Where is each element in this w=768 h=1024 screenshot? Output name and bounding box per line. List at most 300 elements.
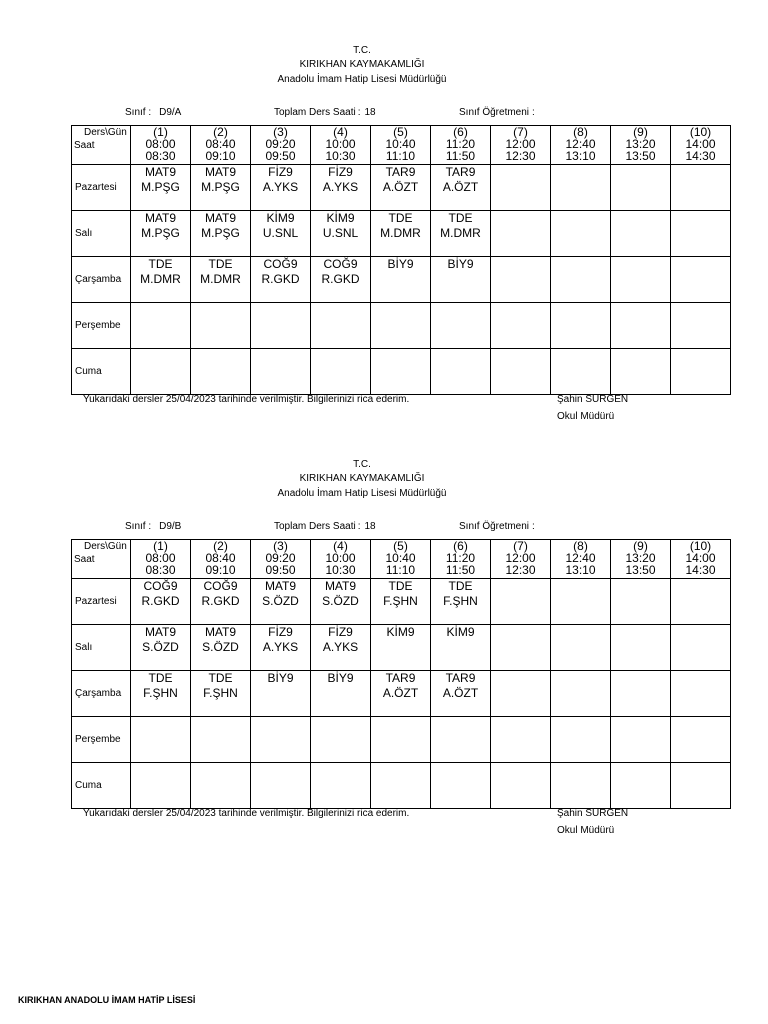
period-number: (10): [689, 539, 712, 553]
period-number: (2): [213, 125, 228, 139]
lesson-cell: [131, 671, 191, 717]
class-info: [125, 521, 181, 532]
lesson-cell: [371, 257, 431, 303]
corner-saat: Saat: [74, 140, 95, 151]
lesson-teacher: F.ŞHN: [383, 594, 418, 608]
period-number: (6): [453, 125, 468, 139]
period-header-8: [551, 126, 611, 165]
lesson-teacher: A.ÖZT: [442, 180, 479, 194]
day-row: [72, 625, 731, 671]
lesson-cell: [611, 579, 671, 625]
lesson-cell: [311, 625, 371, 671]
lesson-teacher: M.PŞG: [201, 180, 240, 194]
lesson-teacher: A.YKS: [322, 640, 359, 654]
period-start-time: 08:40: [205, 137, 236, 151]
lesson-cell: [251, 579, 311, 625]
lesson-cell: [251, 717, 311, 763]
period-number: (7): [513, 539, 528, 553]
lesson-subject: KİM9: [386, 625, 415, 639]
lesson-cell: [371, 717, 431, 763]
lesson-subject: MAT9: [144, 625, 177, 639]
lesson-cell: [131, 303, 191, 349]
period-header-9: [611, 126, 671, 165]
lesson-cell: [371, 579, 431, 625]
period-end-time: 13:50: [625, 149, 656, 163]
lesson-cell: [131, 717, 191, 763]
lesson-subject: COĞ9: [323, 257, 358, 271]
lesson-cell: [551, 763, 611, 809]
class-label: Sınıf :: [125, 521, 152, 532]
day-name: Pazartesi: [72, 579, 131, 625]
lesson-cell: [311, 579, 371, 625]
period-header-6: [431, 126, 491, 165]
lesson-subject: KİM9: [326, 211, 355, 225]
day-row: [72, 211, 731, 257]
period-header-1: [131, 126, 191, 165]
lesson-cell: [491, 763, 551, 809]
lesson-subject: TAR9: [445, 671, 476, 685]
lesson-cell: [371, 349, 431, 395]
lesson-cell: [191, 717, 251, 763]
lesson-teacher: A.ÖZT: [382, 686, 419, 700]
lesson-subject: COĞ9: [263, 257, 298, 271]
lesson-subject: FİZ9: [328, 625, 353, 639]
day-row: [72, 763, 731, 809]
lesson-cell: [671, 211, 731, 257]
day-name: Perşembe: [72, 717, 131, 763]
lesson-subject: TAR9: [385, 165, 416, 179]
class-teacher-label: Sınıf Öğretmeni: [459, 521, 530, 532]
period-header-5: [371, 126, 431, 165]
lesson-subject: COĞ9: [203, 579, 238, 593]
lesson-cell: [551, 211, 611, 257]
header-tc: T.C.: [353, 45, 371, 56]
lesson-cell: [371, 625, 431, 671]
lesson-cell: [191, 303, 251, 349]
lesson-cell: [251, 349, 311, 395]
signature-block: [557, 807, 628, 838]
period-number: (4): [333, 125, 348, 139]
lesson-cell: [371, 211, 431, 257]
lesson-subject: TDE: [388, 211, 413, 225]
total-hours-separator: :: [357, 107, 361, 118]
period-start-time: 14:00: [685, 137, 716, 151]
lesson-cell: [191, 257, 251, 303]
lesson-cell: [131, 763, 191, 809]
lesson-teacher: A.ÖZT: [442, 686, 479, 700]
lesson-cell: [371, 763, 431, 809]
lesson-cell: [551, 349, 611, 395]
lesson-subject: TDE: [208, 671, 233, 685]
lesson-cell: [431, 257, 491, 303]
period-start-time: 13:20: [625, 551, 656, 565]
lesson-subject: FİZ9: [268, 165, 293, 179]
period-header-2: [191, 126, 251, 165]
period-start-time: 12:00: [505, 551, 536, 565]
lesson-subject: TAR9: [385, 671, 416, 685]
lesson-subject: MAT9: [264, 579, 297, 593]
lesson-cell: [551, 257, 611, 303]
header-school: Anadolu İmam Hatip Lisesi Müdürlüğü: [277, 488, 447, 499]
lesson-cell: [191, 165, 251, 211]
lesson-cell: [671, 625, 731, 671]
lesson-cell: [251, 165, 311, 211]
class-teacher-separator: :: [532, 521, 535, 532]
lesson-cell: [191, 763, 251, 809]
period-start-time: 13:20: [625, 137, 656, 151]
lesson-cell: [491, 165, 551, 211]
lesson-cell: [431, 717, 491, 763]
lesson-cell: [371, 671, 431, 717]
class-teacher-label: Sınıf Öğretmeni: [459, 107, 530, 118]
period-start-time: 12:00: [505, 137, 536, 151]
lesson-cell: [431, 211, 491, 257]
period-header-2: [191, 540, 251, 579]
total-hours-label: Toplam Ders Saati: [274, 521, 356, 532]
lesson-cell: [251, 257, 311, 303]
period-end-time: 09:50: [265, 149, 296, 163]
period-start-time: 08:00: [145, 137, 176, 151]
lesson-cell: [431, 671, 491, 717]
lesson-cell: [491, 717, 551, 763]
period-number: (2): [213, 539, 228, 553]
day-row: [72, 671, 731, 717]
lesson-subject: TDE: [148, 671, 173, 685]
lesson-cell: [551, 579, 611, 625]
period-header-8: [551, 540, 611, 579]
class-info: [125, 107, 181, 118]
lesson-teacher: R.GKD: [141, 594, 180, 608]
lesson-cell: [251, 625, 311, 671]
lesson-cell: [551, 625, 611, 671]
period-end-time: 12:30: [505, 563, 536, 577]
lesson-subject: FİZ9: [328, 165, 353, 179]
period-header-7: [491, 540, 551, 579]
day-name: Salı: [72, 625, 131, 671]
lesson-cell: [191, 211, 251, 257]
total-hours-separator: :: [357, 521, 361, 532]
day-row: [72, 349, 731, 395]
lesson-subject: TDE: [388, 579, 413, 593]
lesson-subject: TDE: [448, 211, 473, 225]
lesson-subject: BİY9: [447, 257, 474, 271]
signature-block: [557, 393, 628, 424]
lesson-cell: [671, 349, 731, 395]
period-end-time: 08:30: [145, 149, 176, 163]
lesson-cell: [131, 165, 191, 211]
period-end-time: 11:50: [445, 563, 476, 577]
period-header-6: [431, 540, 491, 579]
lesson-cell: [491, 211, 551, 257]
lesson-cell: [551, 165, 611, 211]
period-start-time: 09:20: [265, 551, 296, 565]
period-start-time: 09:20: [265, 137, 296, 151]
corner-saat: Saat: [74, 554, 95, 565]
total-hours-info: [274, 107, 376, 118]
lesson-subject: MAT9: [144, 165, 177, 179]
signer-title: Okul Müdürü: [557, 411, 615, 422]
lesson-cell: [131, 349, 191, 395]
lesson-teacher: S.ÖZD: [262, 594, 299, 608]
lesson-subject: MAT9: [144, 211, 177, 225]
period-number: (1): [153, 125, 168, 139]
lesson-teacher: M.PŞG: [141, 180, 180, 194]
period-start-time: 10:40: [385, 137, 416, 151]
lesson-cell: [611, 211, 671, 257]
period-number: (3): [273, 539, 288, 553]
lesson-teacher: S.ÖZD: [202, 640, 239, 654]
lesson-subject: BİY9: [387, 257, 414, 271]
period-end-time: 14:30: [685, 563, 716, 577]
period-end-time: 11:10: [385, 563, 416, 577]
class-teacher-info: [459, 107, 541, 118]
period-start-time: 08:40: [205, 551, 236, 565]
lesson-cell: [491, 625, 551, 671]
period-number: (7): [513, 125, 528, 139]
lesson-cell: [311, 717, 371, 763]
lesson-cell: [431, 303, 491, 349]
lesson-teacher: M.DMR: [200, 272, 241, 286]
period-end-time: 13:10: [565, 563, 596, 577]
day-row: [72, 165, 731, 211]
footer-message: Yukarıdaki dersler 25/04/2023 tarihinde verilmiştir. Bilgilerinizi rica ederim.: [83, 808, 410, 819]
lesson-cell: [611, 625, 671, 671]
lesson-cell: [611, 349, 671, 395]
signer-title: Okul Müdürü: [557, 825, 615, 836]
lesson-teacher: R.GKD: [321, 272, 360, 286]
period-header-10: [671, 126, 731, 165]
footer-message: Yukarıdaki dersler 25/04/2023 tarihinde verilmiştir. Bilgilerinizi rica ederim.: [83, 394, 410, 405]
lesson-cell: [491, 257, 551, 303]
period-end-time: 11:10: [385, 149, 416, 163]
period-number: (4): [333, 539, 348, 553]
lesson-subject: COĞ9: [143, 579, 178, 593]
lesson-cell: [251, 211, 311, 257]
period-header-4: [311, 126, 371, 165]
period-header-4: [311, 540, 371, 579]
lesson-cell: [611, 763, 671, 809]
period-start-time: 10:00: [325, 137, 356, 151]
period-header-9: [611, 540, 671, 579]
lesson-cell: [491, 349, 551, 395]
lesson-subject: TDE: [148, 257, 173, 271]
signer-name: Şahin SURGEN: [557, 808, 629, 819]
lesson-subject: MAT9: [204, 211, 237, 225]
period-end-time: 11:50: [445, 149, 476, 163]
period-start-time: 08:00: [145, 551, 176, 565]
class-teacher-separator: :: [532, 107, 535, 118]
class-value: D9/A: [159, 107, 182, 118]
day-name: Perşembe: [72, 303, 131, 349]
total-hours-value: 18: [364, 107, 376, 118]
lesson-cell: [431, 579, 491, 625]
page-footer-school-name: KIRIKHAN ANADOLU İMAM HATİP LİSESİ: [18, 995, 196, 1005]
lesson-subject: TDE: [208, 257, 233, 271]
lesson-cell: [671, 763, 731, 809]
lesson-cell: [191, 349, 251, 395]
corner-ders-gun: Ders\Gün: [84, 541, 127, 552]
lesson-cell: [311, 165, 371, 211]
corner-ders-gun: Ders\Gün: [84, 127, 127, 138]
period-header-5: [371, 540, 431, 579]
lesson-cell: [431, 763, 491, 809]
lesson-teacher: R.GKD: [201, 594, 240, 608]
period-number: (8): [573, 539, 588, 553]
lesson-cell: [311, 349, 371, 395]
period-number: (6): [453, 539, 468, 553]
period-start-time: 11:20: [445, 551, 476, 565]
period-start-time: 11:20: [445, 137, 476, 151]
lesson-teacher: A.ÖZT: [382, 180, 419, 194]
lesson-cell: [131, 625, 191, 671]
lesson-cell: [551, 303, 611, 349]
lesson-cell: [671, 303, 731, 349]
lesson-subject: TAR9: [445, 165, 476, 179]
period-start-time: 12:40: [565, 137, 596, 151]
lesson-subject: BİY9: [327, 671, 354, 685]
day-name: Cuma: [72, 349, 131, 395]
period-header-1: [131, 540, 191, 579]
period-end-time: 13:50: [625, 563, 656, 577]
lesson-subject: MAT9: [324, 579, 357, 593]
total-hours-value: 18: [364, 521, 376, 532]
class-value: D9/B: [159, 521, 182, 532]
lesson-teacher: M.DMR: [440, 226, 481, 240]
lesson-teacher: U.SNL: [262, 226, 299, 240]
day-name: Salı: [72, 211, 131, 257]
lesson-cell: [191, 579, 251, 625]
day-name: Cuma: [72, 763, 131, 809]
lesson-subject: BİY9: [267, 671, 294, 685]
lesson-cell: [311, 211, 371, 257]
lesson-subject: MAT9: [204, 625, 237, 639]
day-name: Çarşamba: [72, 257, 131, 303]
header-school: Anadolu İmam Hatip Lisesi Müdürlüğü: [277, 74, 447, 85]
lesson-cell: [371, 303, 431, 349]
lesson-teacher: F.ŞHN: [443, 594, 478, 608]
period-number: (5): [393, 539, 408, 553]
lesson-cell: [611, 717, 671, 763]
period-header-row: [72, 540, 731, 579]
lesson-cell: [131, 211, 191, 257]
day-name: Pazartesi: [72, 165, 131, 211]
lesson-subject: KİM9: [266, 211, 295, 225]
lesson-teacher: R.GKD: [261, 272, 300, 286]
period-start-time: 12:40: [565, 551, 596, 565]
period-end-time: 09:50: [265, 563, 296, 577]
header-tc: T.C.: [353, 459, 371, 470]
lesson-cell: [611, 303, 671, 349]
period-start-time: 14:00: [685, 551, 716, 565]
lesson-teacher: M.PŞG: [141, 226, 180, 240]
period-header-3: [251, 540, 311, 579]
lesson-teacher: A.YKS: [322, 180, 359, 194]
lesson-cell: [191, 671, 251, 717]
lesson-subject: MAT9: [204, 165, 237, 179]
period-number: (10): [689, 125, 712, 139]
period-end-time: 12:30: [505, 149, 536, 163]
lesson-cell: [371, 165, 431, 211]
lesson-cell: [671, 671, 731, 717]
lesson-teacher: A.YKS: [262, 180, 299, 194]
class-teacher-info: [459, 521, 541, 532]
lesson-cell: [611, 165, 671, 211]
class-label: Sınıf :: [125, 107, 152, 118]
signer-name: Şahin SURGEN: [557, 394, 629, 405]
period-header-3: [251, 126, 311, 165]
day-row: [72, 717, 731, 763]
period-header-10: [671, 540, 731, 579]
lesson-cell: [551, 671, 611, 717]
lesson-cell: [131, 257, 191, 303]
lesson-cell: [251, 763, 311, 809]
lesson-teacher: U.SNL: [322, 226, 359, 240]
lesson-teacher: M.DMR: [380, 226, 421, 240]
timetable: [71, 125, 731, 395]
lesson-teacher: M.DMR: [140, 272, 181, 286]
period-end-time: 14:30: [685, 149, 716, 163]
period-start-time: 10:00: [325, 551, 356, 565]
period-number: (3): [273, 125, 288, 139]
lesson-teacher: M.PŞG: [201, 226, 240, 240]
lesson-cell: [311, 763, 371, 809]
header-district: KIRIKHAN KAYMAKAMLIĞI: [299, 59, 425, 70]
period-end-time: 09:10: [205, 563, 236, 577]
lesson-subject: FİZ9: [268, 625, 293, 639]
lesson-cell: [671, 717, 731, 763]
lesson-cell: [611, 671, 671, 717]
period-header-7: [491, 126, 551, 165]
lesson-cell: [431, 165, 491, 211]
lesson-cell: [671, 165, 731, 211]
corner-cell: [72, 126, 131, 165]
lesson-teacher: A.YKS: [262, 640, 299, 654]
period-end-time: 08:30: [145, 563, 176, 577]
lesson-cell: [491, 671, 551, 717]
period-end-time: 10:30: [325, 563, 356, 577]
lesson-cell: [671, 257, 731, 303]
header-district: KIRIKHAN KAYMAKAMLIĞI: [299, 473, 425, 484]
lesson-teacher: F.ŞHN: [143, 686, 178, 700]
lesson-cell: [131, 579, 191, 625]
total-hours-label: Toplam Ders Saati: [274, 107, 356, 118]
period-end-time: 13:10: [565, 149, 596, 163]
lesson-cell: [491, 303, 551, 349]
total-hours-info: [274, 521, 376, 532]
lesson-teacher: F.ŞHN: [203, 686, 238, 700]
lesson-subject: KİM9: [446, 625, 475, 639]
period-number: (9): [633, 539, 648, 553]
period-number: (9): [633, 125, 648, 139]
period-number: (5): [393, 125, 408, 139]
day-row: [72, 579, 731, 625]
period-end-time: 10:30: [325, 149, 356, 163]
day-name: Çarşamba: [72, 671, 131, 717]
lesson-cell: [251, 303, 311, 349]
lesson-cell: [431, 349, 491, 395]
period-header-row: [72, 126, 731, 165]
lesson-cell: [611, 257, 671, 303]
period-start-time: 10:40: [385, 551, 416, 565]
timetable: [71, 539, 731, 809]
lesson-cell: [191, 625, 251, 671]
day-row: [72, 303, 731, 349]
lesson-cell: [311, 257, 371, 303]
period-end-time: 09:10: [205, 149, 236, 163]
period-number: (8): [573, 125, 588, 139]
lesson-teacher: S.ÖZD: [322, 594, 359, 608]
lesson-subject: TDE: [448, 579, 473, 593]
